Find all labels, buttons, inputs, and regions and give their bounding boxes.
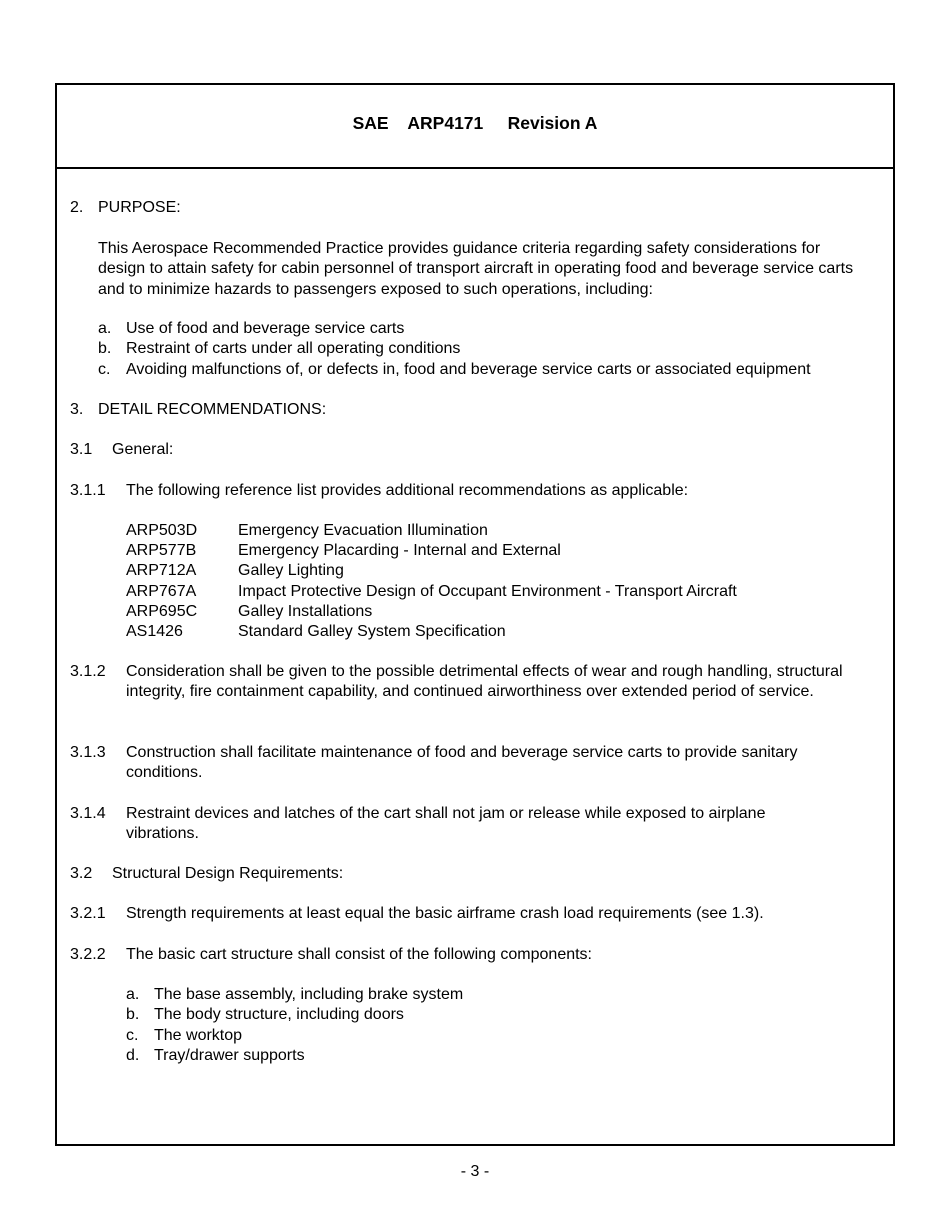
section-3-2-2-number: 3.2.2 [70, 946, 106, 963]
purpose-paragraph: This Aerospace Recommended Practice provides guidance criteria regarding safety considerations for design to attain safety for cabin personnel of transport aircraft in operating food and beverage service carts and to minimize hazards to passengers exposed to such operations, including: [98, 240, 854, 298]
section-2-number: 2. [70, 199, 84, 216]
purpose-item-a: Use of food and beverage service carts [126, 320, 405, 337]
section-3-1-2-number: 3.1.2 [70, 663, 106, 680]
section-2-heading: PURPOSE: [98, 199, 181, 216]
reference-code: AS1426 [126, 623, 183, 640]
section-3-2-number: 3.2 [70, 865, 93, 882]
header-org: SAE [352, 113, 389, 133]
header-revision: Revision A [507, 113, 598, 133]
header-doc-number: ARP4171 [407, 113, 484, 133]
reference-title: Impact Protective Design of Occupant Environment - Transport Aircraft [238, 583, 737, 600]
section-3-1-2-text: Consideration shall be given to the possible detrimental effects of wear and rough handling, structural integrity, fire containment capability, and continued airworthiness over extended period of service. [126, 663, 843, 701]
reference-title: Galley Lighting [238, 562, 344, 579]
purpose-item-c: Avoiding malfunctions of, or defects in, food and beverage service carts or associated equipment [126, 361, 811, 378]
component-item-d-marker: d. [126, 1047, 140, 1064]
section-3-2-heading: Structural Design Requirements: [112, 865, 344, 882]
component-item-c-marker: c. [126, 1027, 139, 1044]
component-item-a-marker: a. [126, 986, 140, 1003]
document-title [57, 112, 893, 134]
section-3-2-1-text: Strength requirements at least equal the basic airframe crash load requirements (see 1.3). [126, 905, 764, 922]
reference-title: Emergency Placarding - Internal and External [238, 542, 561, 559]
section-3-heading: DETAIL RECOMMENDATIONS: [98, 401, 327, 418]
section-3-1-3-number: 3.1.3 [70, 744, 106, 761]
section-3-1-1-text: The following reference list provides additional recommendations as applicable: [126, 482, 689, 499]
component-item-d: Tray/drawer supports [154, 1047, 305, 1064]
reference-code: ARP712A [126, 562, 197, 579]
reference-title: Galley Installations [238, 603, 373, 620]
page-number: - 3 - [460, 1163, 490, 1180]
section-3-2-2-text: The basic cart structure shall consist of the following components: [126, 946, 592, 963]
component-item-b: The body structure, including doors [154, 1006, 404, 1023]
purpose-item-c-marker: c. [98, 361, 111, 378]
section-3-1-1-number: 3.1.1 [70, 482, 106, 499]
section-3-1-heading: General: [112, 441, 174, 458]
section-3-1-4-text: Restraint devices and latches of the cart shall not jam or release while exposed to airplane vibrations. [126, 805, 766, 843]
reference-title: Emergency Evacuation Illumination [238, 522, 488, 539]
purpose-item-b: Restraint of carts under all operating conditions [126, 340, 461, 357]
document-header [57, 85, 893, 169]
section-3-1-4-number: 3.1.4 [70, 805, 106, 822]
component-item-a: The base assembly, including brake system [154, 986, 464, 1003]
section-3-2-1-number: 3.2.1 [70, 905, 106, 922]
reference-code: ARP577B [126, 542, 197, 559]
reference-code: ARP695C [126, 603, 198, 620]
section-3-number: 3. [70, 401, 84, 418]
reference-title: Standard Galley System Specification [238, 623, 506, 640]
purpose-item-b-marker: b. [98, 340, 112, 357]
purpose-item-a-marker: a. [98, 320, 112, 337]
section-3-1-3-text: Construction shall facilitate maintenance of food and beverage service carts to provide sanitary conditions. [126, 744, 798, 782]
reference-code: ARP503D [126, 522, 198, 539]
component-item-b-marker: b. [126, 1006, 140, 1023]
component-item-c: The worktop [154, 1027, 243, 1044]
section-3-1-number: 3.1 [70, 441, 93, 458]
reference-code: ARP767A [126, 583, 197, 600]
